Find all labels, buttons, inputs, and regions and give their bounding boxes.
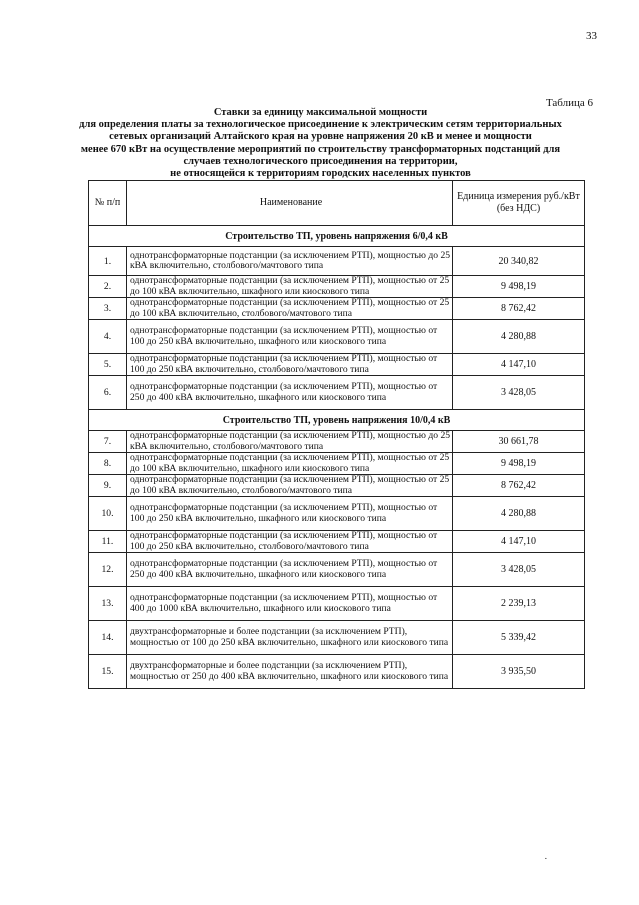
title-line: Ставки за единицу максимальной мощности: [213, 107, 428, 118]
row-value: 4 280,88: [453, 320, 585, 354]
rates-table: [88, 180, 585, 689]
table-row: [89, 587, 585, 621]
row-value: 4 147,10: [453, 531, 585, 553]
table-label: Таблица 6: [545, 97, 593, 109]
table-row: [89, 655, 585, 689]
table-row: [89, 247, 585, 276]
row-value: 9 498,19: [453, 453, 585, 475]
row-value: 8 762,42: [453, 475, 585, 497]
row-value: 2 239,13: [453, 587, 585, 621]
row-value: 9 498,19: [453, 276, 585, 298]
page-number: 33: [586, 30, 597, 42]
table-header-row: [89, 181, 585, 226]
row-name: однотрансформаторные подстанции (за исключением РТП), мощностью от 25 до 100 кВА включительно, шкафного или киоскового типа: [127, 453, 453, 475]
row-number: 1.: [89, 247, 127, 276]
header-num: № п/п: [89, 181, 127, 226]
row-value: 5 339,42: [453, 621, 585, 655]
table-row: [89, 531, 585, 553]
table-row: [89, 475, 585, 497]
table-row: [89, 621, 585, 655]
table-row: [89, 497, 585, 531]
row-value: 4 280,88: [453, 497, 585, 531]
row-number: 11.: [89, 531, 127, 553]
title-line: не относящейся к территориям городских населенных пунктов: [170, 168, 471, 180]
row-value: 20 340,82: [453, 247, 585, 276]
row-name: однотрансформаторные подстанции (за исключением РТП), мощностью от 100 до 250 кВА включительно, шкафного или киоскового типа: [127, 320, 453, 354]
row-number: 5.: [89, 354, 127, 376]
row-name: однотрансформаторные подстанции (за исключением РТП), мощностью от 25 до 100 кВА включительно, столбового/мачтового типа: [127, 298, 453, 320]
table-body: [89, 226, 585, 689]
row-name: однотрансформаторные подстанции (за исключением РТП), мощностью от 25 до 100 кВА включительно, столбового/мачтового типа: [127, 475, 453, 497]
table-row: [89, 431, 585, 453]
document-title: [40, 107, 601, 180]
row-number: 13.: [89, 587, 127, 621]
section-header-row: [89, 410, 585, 431]
row-name: однотрансформаторные подстанции (за исключением РТП), мощностью от 250 до 400 кВА включительно, шкафного или киоскового типа: [127, 376, 453, 410]
row-name: однотрансформаторные подстанции (за исключением РТП), мощностью от 100 до 250 кВА включительно, столбового/мачтового типа: [127, 354, 453, 376]
header-name: Наименование: [127, 181, 453, 226]
row-name: однотрансформаторные подстанции (за исключением РТП), мощностью от 25 до 100 кВА включительно, шкафного или киоскового типа: [127, 276, 453, 298]
row-name: двухтрансформаторные и более подстанции (за исключением РТП), мощностью от 100 до 250 кВА включительно, шкафного или киоскового типа: [127, 621, 453, 655]
row-value: 3 935,50: [453, 655, 585, 689]
row-name: двухтрансформаторные и более подстанции (за исключением РТП), мощностью от 250 до 400 кВА включительно, шкафного или киоскового типа: [127, 655, 453, 689]
row-value: 3 428,05: [453, 553, 585, 587]
row-number: 2.: [89, 276, 127, 298]
row-number: 6.: [89, 376, 127, 410]
table-row: [89, 553, 585, 587]
row-number: 7.: [89, 431, 127, 453]
section-title: Строительство ТП, уровень напряжения 6/0,4 кВ: [89, 226, 585, 247]
row-name: однотрансформаторные подстанции (за исключением РТП), мощностью до 25 кВА включительно, столбового/мачтового типа: [127, 431, 453, 453]
title-line: сетевых организаций Алтайского края на уровне напряжения 20 кВ и менее и мощности: [109, 131, 532, 143]
row-value: 4 147,10: [453, 354, 585, 376]
table-row: [89, 354, 585, 376]
row-name: однотрансформаторные подстанции (за исключением РТП), мощностью от 100 до 250 кВА включительно, шкафного или киоскового типа: [127, 497, 453, 531]
footer-mark: .: [544, 851, 547, 861]
section-header-row: [89, 226, 585, 247]
table-row: [89, 453, 585, 475]
row-number: 12.: [89, 553, 127, 587]
table-row: [89, 320, 585, 354]
header-unit: Единица измерения руб./кВт (без НДС): [453, 181, 585, 226]
section-title: Строительство ТП, уровень напряжения 10/0,4 кВ: [89, 410, 585, 431]
row-number: 10.: [89, 497, 127, 531]
row-number: 3.: [89, 298, 127, 320]
title-line: случаев технологического присоединения на территории,: [183, 155, 458, 167]
row-name: однотрансформаторные подстанции (за исключением РТП), мощностью от 250 до 400 кВА включительно, шкафного или киоскового типа: [127, 553, 453, 587]
title-line: менее 670 кВт на осуществление мероприятий по строительству трансформаторных подстанций для: [80, 143, 561, 155]
row-number: 8.: [89, 453, 127, 475]
row-value: 3 428,05: [453, 376, 585, 410]
table-row: [89, 298, 585, 320]
row-number: 15.: [89, 655, 127, 689]
row-value: 8 762,42: [453, 298, 585, 320]
row-number: 9.: [89, 475, 127, 497]
table-row: [89, 376, 585, 410]
row-number: 14.: [89, 621, 127, 655]
row-number: 4.: [89, 320, 127, 354]
row-name: однотрансформаторные подстанции (за исключением РТП), мощностью от 100 до 250 кВА включительно, столбового/мачтового типа: [127, 531, 453, 553]
title-line: для определения платы за технологическое присоединение к электрическим сетям территориальных: [79, 119, 562, 131]
row-value: 30 661,78: [453, 431, 585, 453]
row-name: однотрансформаторные подстанции (за исключением РТП), мощностью до 25 кВА включительно, столбового/мачтового типа: [127, 247, 453, 276]
row-name: однотрансформаторные подстанции (за исключением РТП), мощностью от 400 до 1000 кВА включительно, шкафного или киоскового типа: [127, 587, 453, 621]
table-row: [89, 276, 585, 298]
